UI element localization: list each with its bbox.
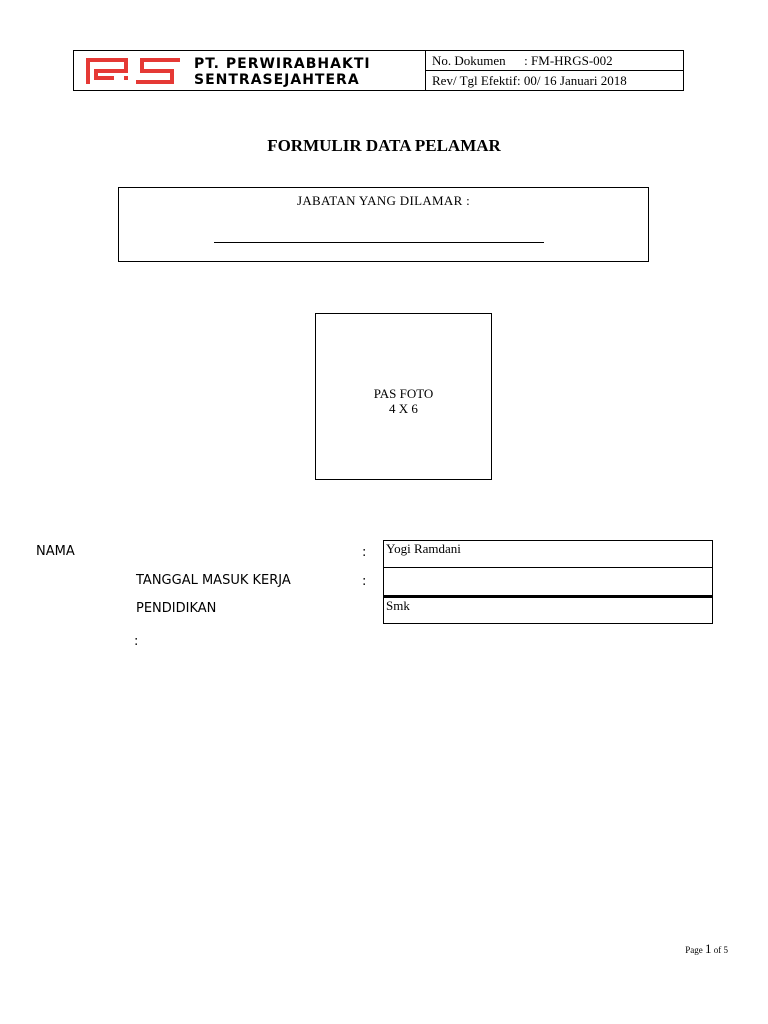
start-date-label: TANGGAL MASUK KERJA <box>136 573 291 588</box>
document-header <box>73 50 684 91</box>
name-field[interactable]: Yogi Ramdani <box>383 540 713 568</box>
position-applied-label: JABATAN YANG DILAMAR : <box>297 193 470 208</box>
education-field[interactable]: Smk <box>383 596 713 624</box>
page-total: of 5 <box>713 945 728 955</box>
document-info-cell <box>426 51 683 90</box>
name-label: NAMA <box>36 544 75 559</box>
page-footer <box>685 941 728 957</box>
company-name-line1: PT. PERWIRABHAKTI <box>194 56 371 72</box>
company-name-line2: SENTRASEJAHTERA <box>194 72 360 88</box>
photo-size: 4 X 6 <box>389 401 418 416</box>
ps-logo-icon <box>84 56 184 86</box>
position-applied-line[interactable] <box>214 242 544 243</box>
page-number: 1 <box>705 941 712 956</box>
start-date-field[interactable] <box>383 568 713 596</box>
photo-label: PAS FOTO <box>373 386 434 401</box>
document-number-row <box>426 51 683 71</box>
document-number-label: No. Dokumen <box>432 53 506 68</box>
company-logo-cell <box>74 51 426 90</box>
photo-placeholder-text <box>316 386 491 416</box>
form-title: FORMULIR DATA PELAMAR <box>267 136 501 155</box>
page-word: Page <box>685 945 703 955</box>
name-colon: : <box>362 545 367 560</box>
document-number-value: : FM-HRGS-002 <box>524 53 613 68</box>
start-date-colon: : <box>362 574 367 589</box>
education-colon: : <box>134 634 139 649</box>
revision-row: Rev/ Tgl Efektif: 00/ 16 Januari 2018 <box>432 73 627 88</box>
photo-placeholder <box>315 313 492 480</box>
position-applied-box <box>118 187 649 262</box>
education-label: PENDIDIKAN <box>136 601 217 616</box>
